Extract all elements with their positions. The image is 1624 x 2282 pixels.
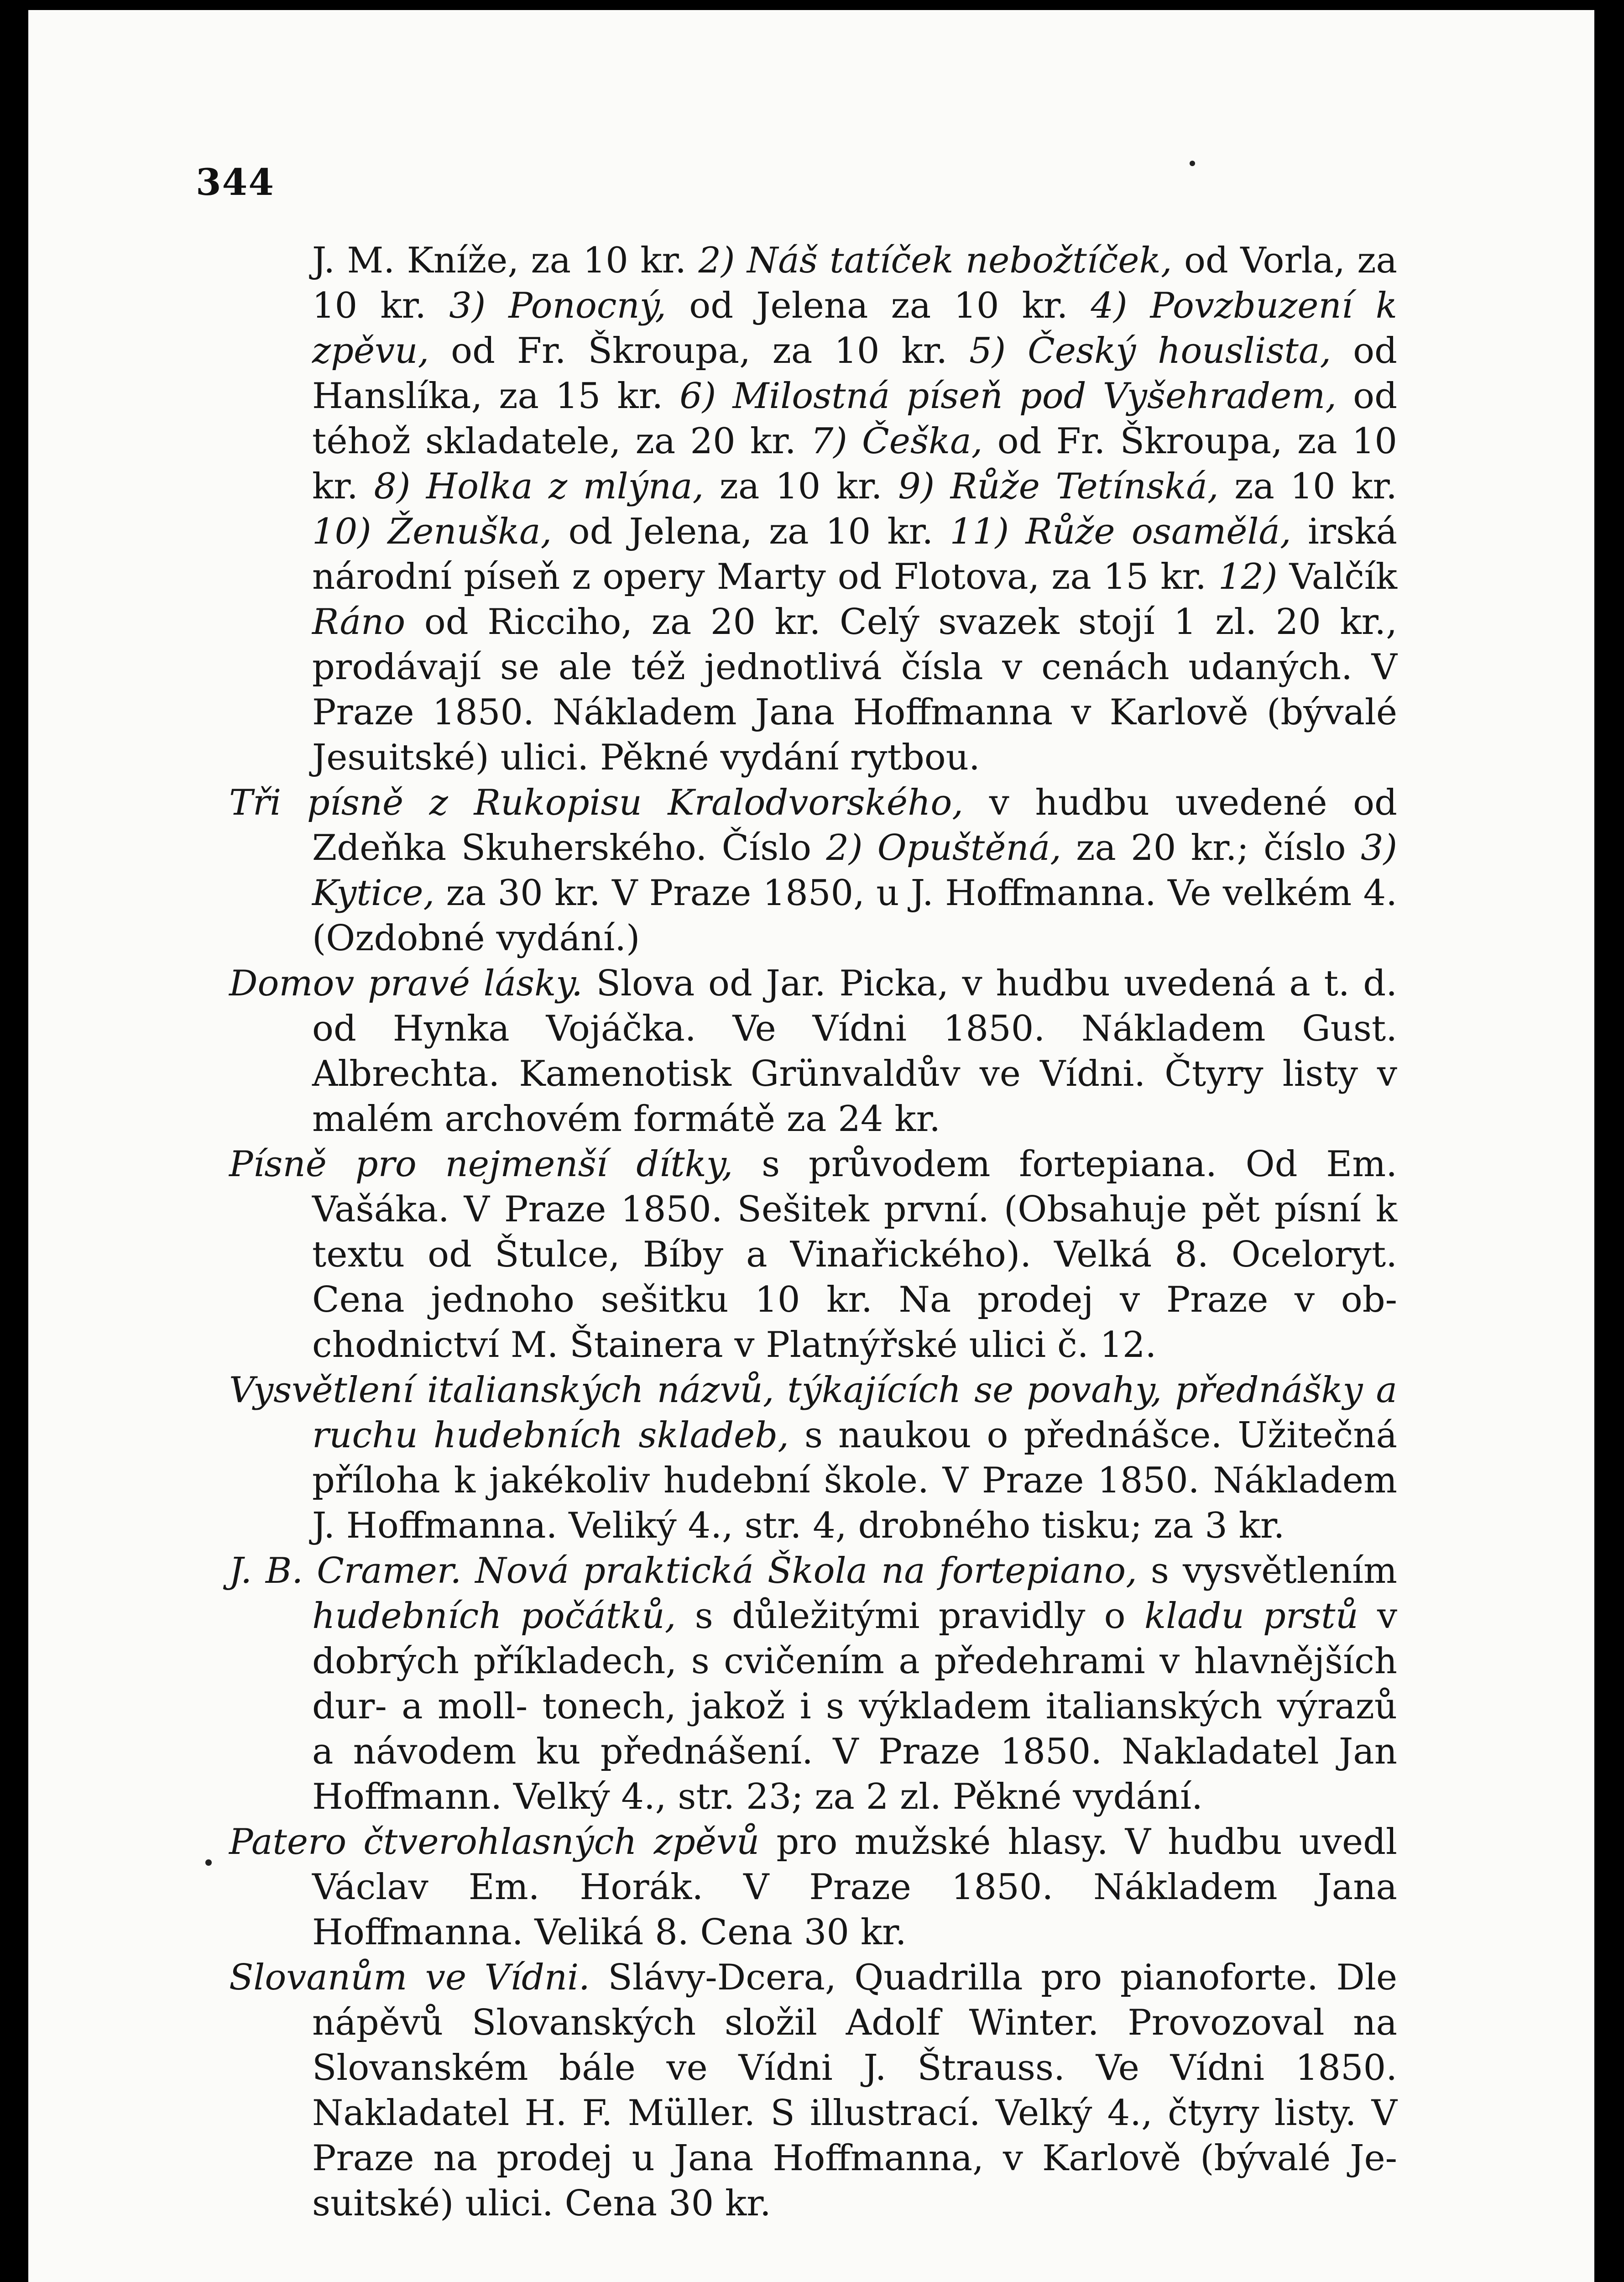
entry-body-text: za 30 kr. V Praze 1850, u J. Hoffmanna. Ve velkém 4. (Ozdobné vydání.) — [312, 873, 1397, 959]
entry-body-text: pro mužské hlasy. V hudbu uvedl Václav Em. Horák. V Praze 1850. Nákladem Jana Hoffmanna. Veliká 8. Cena 30 kr. — [312, 1821, 1397, 1953]
entry-body-text: irská národní píseň z opery Marty od Flotova, za 15 kr. — [312, 511, 1397, 597]
entry-title-text: 12) — [1218, 556, 1278, 597]
entry-title-text: 8) Holka z mlýna, — [374, 466, 704, 507]
entry-title-text: Slovanům ve Vídni. — [229, 1957, 590, 1998]
entry-body-text: od Fr. Škroupa, za 10 kr. — [429, 330, 970, 372]
entry-title-text: Ráno — [312, 602, 406, 643]
entry-title-text: 10) Ženuška, — [312, 511, 552, 552]
catalogue-entry — [229, 780, 1398, 961]
entry-body-text: od Jelena, za 10 kr. — [552, 511, 950, 552]
entry-title-text: J. B. Cramer. Nová praktická Škola na fortepiano, — [229, 1550, 1137, 1591]
catalogue-entry — [312, 238, 1397, 780]
entry-body-text: za 20 kr.; číslo — [1061, 827, 1361, 869]
catalogue-entry — [229, 1142, 1397, 1368]
entry-title-text: 6) Milostná píseň pod Vyšehradem, — [679, 376, 1337, 417]
entry-body-text: Valčík — [1277, 556, 1397, 597]
catalogue-entry — [229, 961, 1397, 1142]
entry-body-text: od Fr. Škroupa, za 10 kr. — [312, 421, 1398, 507]
entry-title-text: Vysvětlení italianských názvů, týkajících se povahy, přednášky a ruchu hudebních skladeb, — [229, 1370, 1397, 1456]
entry-body-text: s průvodem fortepiana. Od Em. Vašáka. V Praze 1850. Sešitek první. (Obsahuje pět písní k textu od Štulce, Bíby a Vinařického). Velká 8. Oceloryt. Cena jednoho sešitku 10 kr. Na prodej v Praze v obchodnictví M. Štainera v Platnýřské ulici č. 12. — [312, 1144, 1397, 1366]
entry-title-text: 5) Český houslista, — [969, 330, 1332, 372]
entry-title-text: 9) Růže Tetínská, — [898, 466, 1219, 507]
entry-body-text: Slova od Jar. Picka, v hudbu uvedená a t. d. od Hynka Vojáčka. Ve Vídni 1850. Nákladem Gust. Albrechta. Kamenotisk Grünvaldův ve Vídni. Čtyry listy v malém archovém formátě za 24 kr. — [312, 963, 1397, 1140]
entry-body-text: od Jelena za 10 kr. — [666, 285, 1091, 326]
entry-title-text: 7) Češka, — [810, 421, 983, 462]
entry-body-text: od Vorla, za 10 kr. — [312, 240, 1398, 326]
ink-speck — [1190, 161, 1195, 166]
entry-body-text: s vysvětlením — [1137, 1550, 1397, 1591]
entry-title-text: 3) Ponocný, — [449, 285, 667, 326]
page-number: 344 — [196, 161, 275, 204]
entry-body-text: za 10 kr. — [704, 466, 898, 507]
entry-title-text: hudebních počátků, — [312, 1596, 676, 1637]
entry-body-text: Slávy-Dcera, Quadrilla pro pianoforte. Dle nápěvů Slovanských složil Adolf Winter. Provozoval na Slovanském bále ve Vídni J. Štrauss. Ve Vídni 1850. Nakladatel H. F. Müller. S illustrací. Velký 4., čtyry listy. V Praze na prodej u Jana Hoffmanna, v Karlově (bývalé Jesuitské) ulici. Cena 30 kr. — [312, 1957, 1398, 2224]
entry-body-text: v hudbu uvedené od Zdeňka Skuherského. Číslo — [312, 782, 1397, 869]
entry-title-text: kladu prstů — [1144, 1596, 1358, 1637]
catalogue-entry — [229, 1820, 1397, 1955]
catalogue-entry — [229, 1955, 1398, 2226]
entry-title-text: 11) Růže osamělá, — [950, 511, 1291, 552]
catalogue-entry — [229, 1368, 1397, 1549]
entry-title-text: Písně pro nejmenší dítky, — [229, 1144, 733, 1185]
ink-speck — [205, 1859, 212, 1866]
entry-title-text: 4) Povzbuzení k zpěvu, — [312, 285, 1397, 372]
entry-title-text: 2) Opuštěná, — [826, 827, 1061, 869]
entry-title-text: Patero čtverohlasných zpěvů — [229, 1821, 760, 1863]
entry-body-text: s důležitými pravidly o — [676, 1596, 1144, 1637]
entry-title-text: 2) Náš tatíček nebožtíček, — [698, 240, 1172, 281]
entry-body-text: za 10 kr. — [1218, 466, 1397, 507]
catalogue-entry — [229, 1549, 1398, 1820]
entry-body-text: J. M. Kníže, za 10 kr. — [312, 240, 699, 281]
entry-body-text: od téhož skladatele, za 20 kr. — [312, 376, 1397, 462]
entry-body-text: od Hanslíka, za 15 kr. — [312, 330, 1397, 417]
entry-body-text: od Ricciho, za 20 kr. Celý svazek stojí 1 zl. 20 kr., prodávají se ale též jednotlivá čísla v cenách udaných. V Praze 1850. Nákladem Jana Hoffmanna v Karlově (bývalé Jesuitské) ulici. Pěkné vydání rytbou. — [312, 602, 1397, 778]
entry-body-text: s naukou o přednášce. Užitečná příloha k jakékoliv hudební škole. V Praze 1850. Nákladem J. Hoffmanna. Veliký 4., str. 4, drobného tisku; za 3 kr. — [312, 1415, 1397, 1546]
entry-title-text: 3) Kytice, — [312, 827, 1398, 914]
paper-leaf — [28, 10, 1594, 2282]
catalogue-text — [229, 238, 1397, 2226]
entry-title-text: Tři písně z Rukopisu Kralodvorského, — [229, 782, 964, 823]
entry-body-text: v dobrých příkladech, s cvičením a předehrami v hlavnějších dur- a moll- tonech, jakož i s výkladem italianských výrazů a návodem ku přednášení. V Praze 1850. Nakladatel Jan Hoffmann. Velký 4., str. 23; za 2 zl. Pěkné vydání. — [312, 1596, 1398, 1817]
entry-title-text: Domov pravé lásky. — [229, 963, 583, 1004]
